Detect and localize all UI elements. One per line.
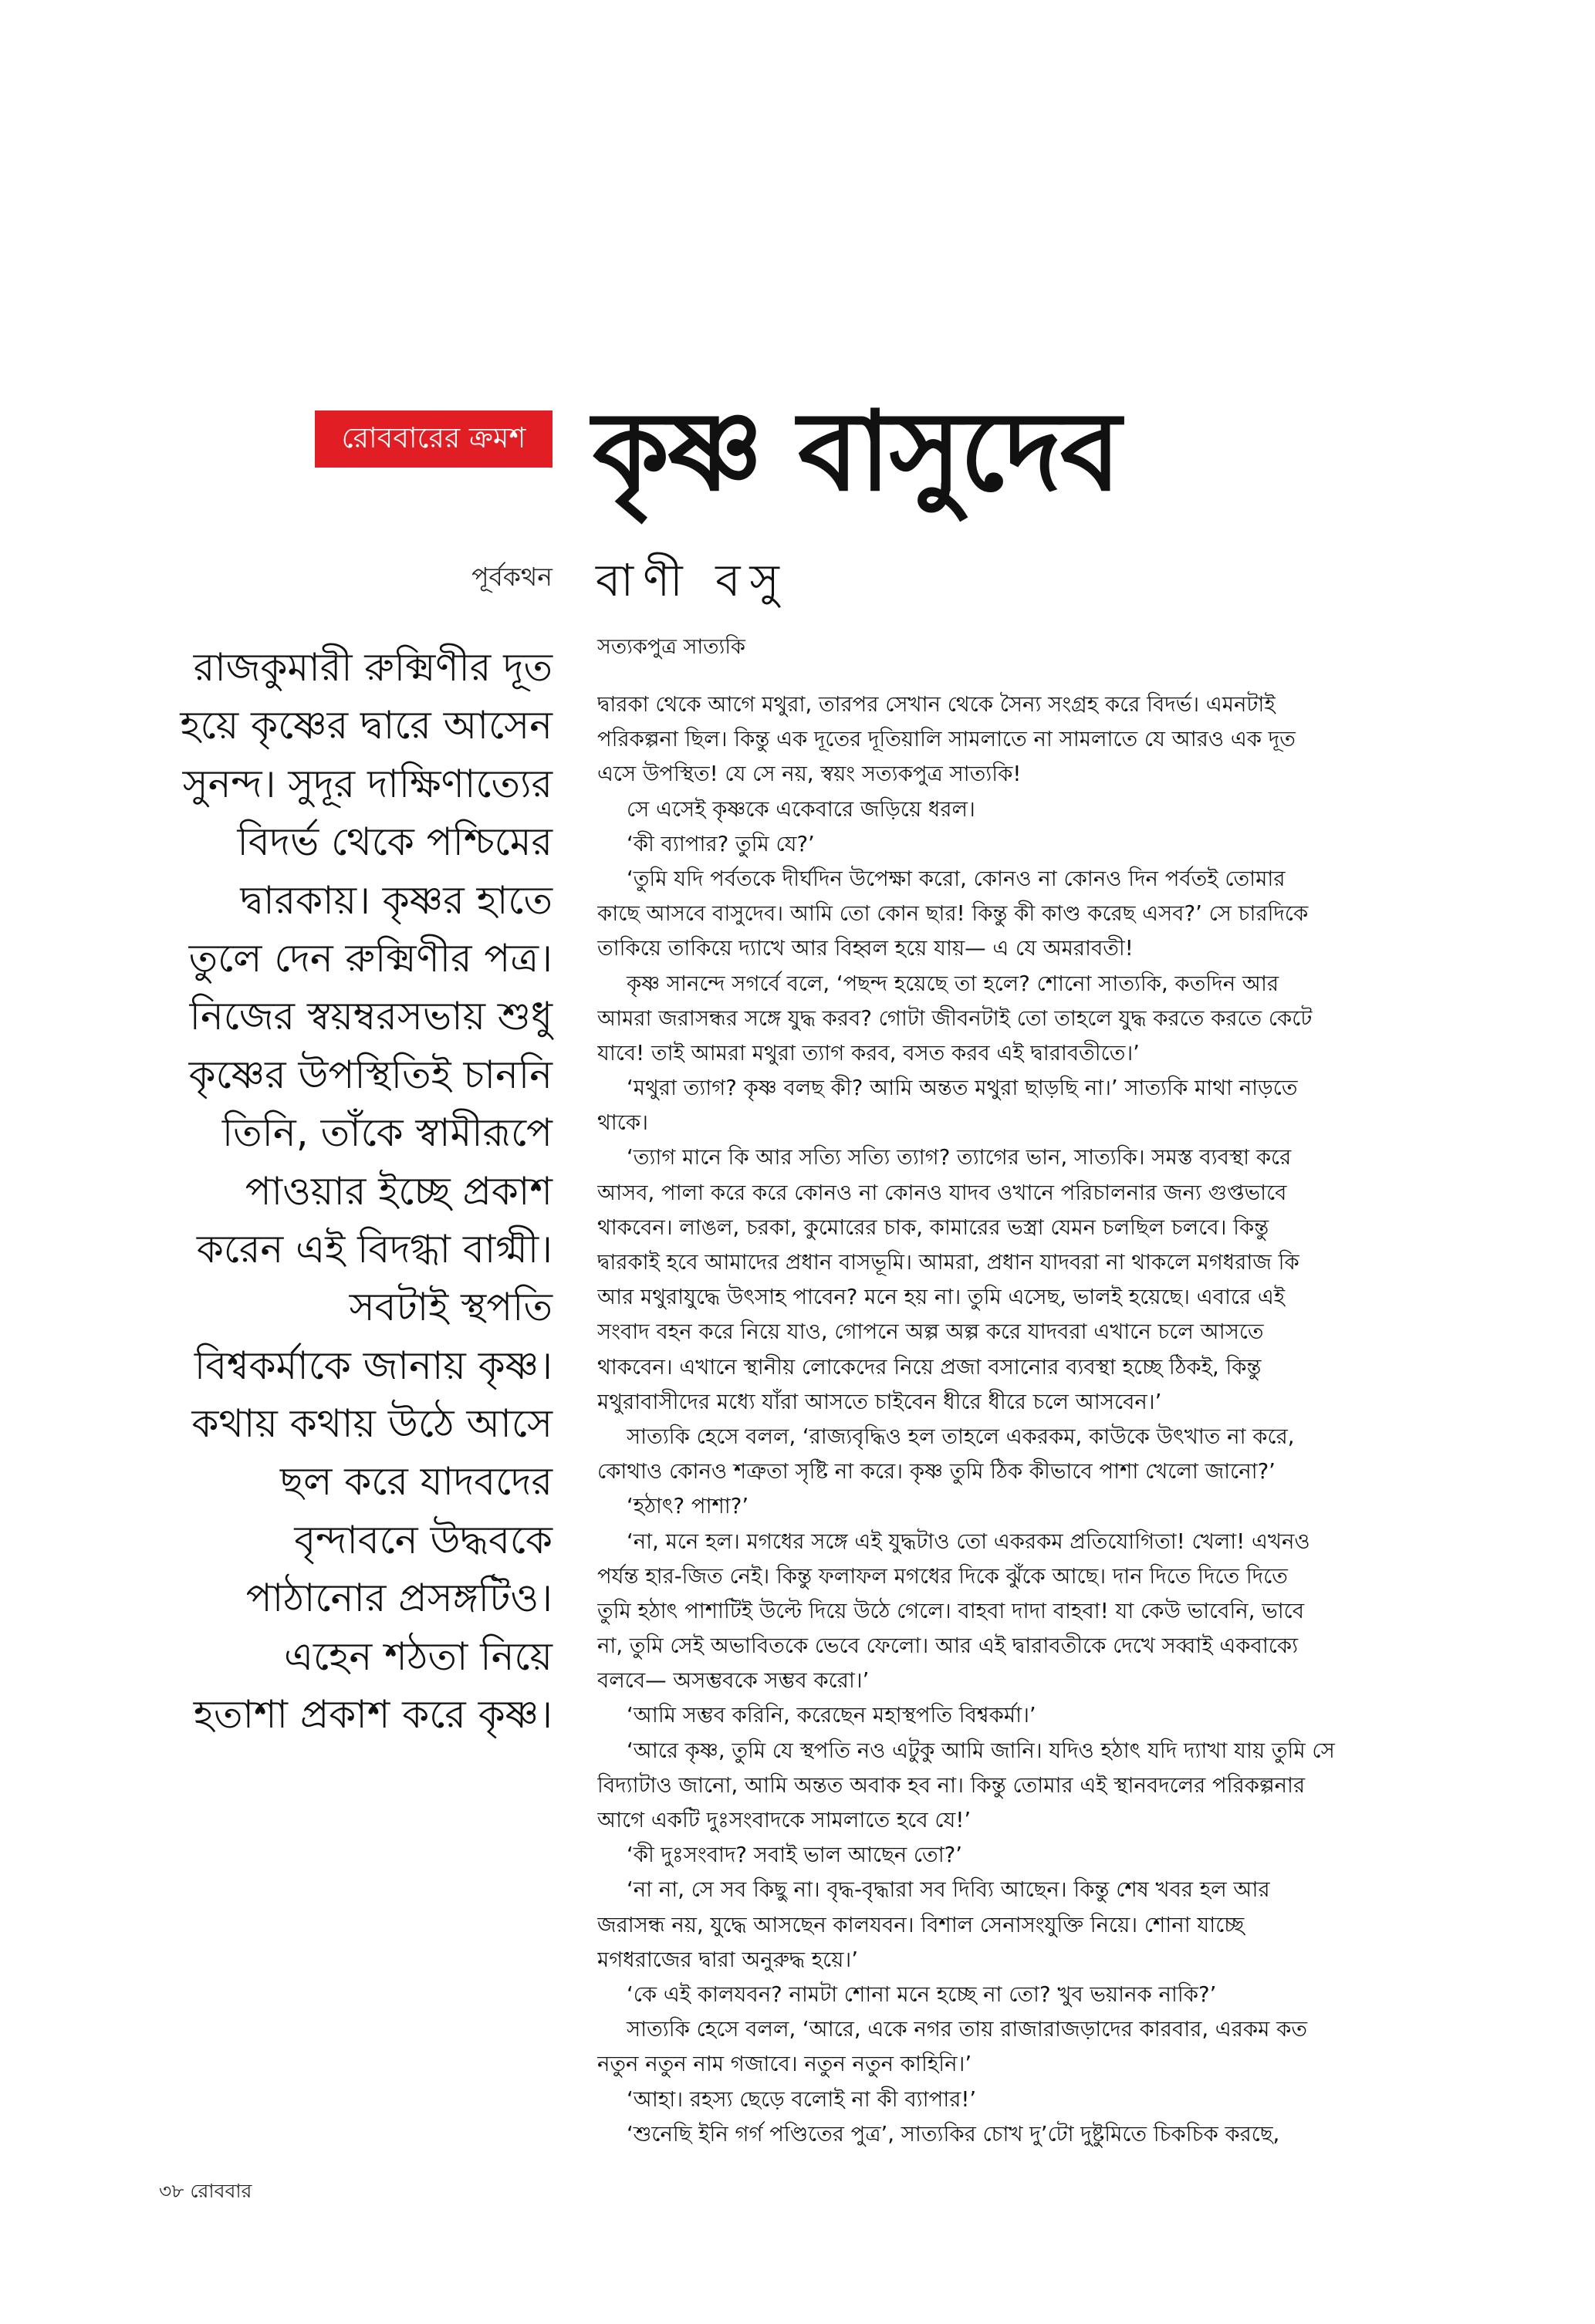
body-line: কোথাও কোনও শত্রুতা সৃষ্টি না করে। কৃষ্ণ তুমি ঠিক কীভাবে পাশা খেলো জানো?’ xyxy=(597,1459,1276,1485)
body-line: বলবে— অসম্ভবকে সম্ভব করো।’ xyxy=(597,1668,870,1694)
body-line: আসব, পালা করে করে কোনও না কোনও যাদব ওখানে পরিচালনার জন্য গুপ্তভাবে xyxy=(597,1180,1287,1205)
body-line: আমরা জরাসন্ধর সঙ্গে যুদ্ধ করব? গোটা জীবনটাই তো তাহলে যুদ্ধ করতে করতে কেটে xyxy=(597,1005,1313,1031)
synopsis-label: পূর্বকথন xyxy=(471,562,553,592)
synopsis-line: বৃন্দাবনে উদ্ধবকে xyxy=(294,1517,553,1562)
body-line: না, তুমি সেই অভাবিতকে ভেবে ফেলো। আর এই দ্বারাবতীকে দেখে সব্বাই একবাক্যে xyxy=(597,1633,1299,1659)
body-line: যাবে! তাই আমরা মথুরা ত্যাগ করব, বসত করব এই দ্বারাবতীতে।’ xyxy=(597,1040,1140,1066)
body-line: কৃষ্ণ সানন্দে সগর্বে বলে, ‘পছন্দ হয়েছে তা হলে? শোনো সাত্যকি, কতদিন আর xyxy=(627,971,1279,996)
body-line: নতুন নতুন নাম গজাবে। নতুন নতুন কাহিনি।’ xyxy=(597,2052,972,2077)
synopsis-line: রাজকুমারী রুক্মিণীর দূত xyxy=(193,645,553,690)
body-line: পরিকল্পনা ছিল। কিন্তু এক দূতের দূতিয়ালি সামলাতে না সামলাতে যে আরও এক দূত xyxy=(597,727,1296,752)
synopsis-line: তুলে দেন রুক্মিণীর পত্র। xyxy=(188,935,553,981)
synopsis-line: করেন এই বিদগ্ধা বাগ্মী। xyxy=(196,1226,553,1272)
synopsis-line: তিনি, তাঁকে স্বামীরূপে xyxy=(221,1110,553,1156)
synopsis-line: বিশ্বকর্মাকে জানায় কৃষ্ণ। xyxy=(194,1343,553,1388)
body-line: থাকবেন। এখানে স্থানীয় লোকেদের নিয়ে প্রজা বসানোর ব্যবস্থা হচ্ছে ঠিকই, কিন্তু xyxy=(597,1354,1262,1380)
body-line: সাত্যকি হেসে বলল, ‘রাজ্যবৃদ্ধিও হল তাহলে একরকম, কাউকে উৎখাত না করে, xyxy=(627,1424,1295,1449)
synopsis-line: হতাশা প্রকাশ করে কৃষ্ণ। xyxy=(193,1692,553,1738)
author-name: বাণী বসু xyxy=(596,554,789,606)
body-line: ‘না না, সে সব কিছু না। বৃদ্ধ-বৃদ্ধারা সব দিব্যি আছেন। কিন্তু শেষ খবর হল আর xyxy=(627,1877,1270,1903)
body-line: ‘না, মনে হল। মগধের সঙ্গে এই যুদ্ধটাও তো একরকম প্রতিযোগিতা! খেলা! এখনও xyxy=(627,1529,1310,1554)
synopsis-line: পাঠানোর প্রসঙ্গটিও। xyxy=(245,1576,553,1621)
synopsis-line: পাওয়ার ইচ্ছে প্রকাশ xyxy=(245,1168,553,1214)
series-tag: রোববারের ক্রমশ xyxy=(315,410,553,468)
synopsis-line: এহেন শঠতা নিয়ে xyxy=(283,1633,553,1679)
body-line: ‘আরে কৃষ্ণ, তুমি যে স্থপতি নও এটুকু আমি জানি। যদিও হঠাৎ যদি দ্যাখা যায় তুমি সে xyxy=(627,1738,1335,1763)
body-line: ‘তুমি যদি পর্বতকে দীর্ঘদিন উপেক্ষা করো, কোনও না কোনও দিন পর্বতই তোমার xyxy=(627,866,1286,891)
body-line: আগে একটি দুঃসংবাদকে সামলাতে হবে যে!’ xyxy=(597,1808,972,1833)
body-line: পর্যন্ত হার-জিত নেই। কিন্তু ফলাফল মগধের দিকে ঝুঁকে আছে। দান দিতে দিতে দিতে xyxy=(597,1563,1288,1589)
synopsis-line: হয়ে কৃষ্ণের দ্বারে আসেন xyxy=(180,703,553,748)
body-line: ‘হঠাৎ? পাশা?’ xyxy=(627,1494,749,1519)
body-line: বিদ্যাটাও জানো, আমি অন্তত অবাক হব না। কিন্তু তোমার এই স্থানবদলের পরিকল্পনার xyxy=(597,1772,1306,1798)
body-line: ‘কী ব্যাপার? তুমি যে?’ xyxy=(627,831,815,856)
synopsis-line: দ্বারকায়। কৃষ্ণর হাতে xyxy=(240,877,553,923)
body-line: তাকিয়ে তাকিয়ে দ্যাখে আর বিহ্বল হয়ে যায়— এ যে অমরাবতী! xyxy=(597,936,1134,961)
body-line: ‘আহা। রহস্য ছেড়ে বলোই না কী ব্যাপার!’ xyxy=(627,2086,977,2112)
synopsis xyxy=(116,639,553,1742)
body-line: জরাসন্ধ নয়, যুদ্ধে আসছেন কালযবন। বিশাল সেনাসংযুক্তি নিয়ে। শোনা যাচ্ছে xyxy=(597,1912,1245,1937)
synopsis-line: বিদর্ভ থেকে পশ্চিমের xyxy=(237,819,553,865)
synopsis-line: নিজের স্বয়ম্বরসভায় শুধু xyxy=(189,994,553,1039)
story-title: কৃষ্ণ বাসুদেব xyxy=(593,388,1120,515)
body-line: দ্বারকাই হবে আমাদের প্রধান বাসভূমি। আমরা, প্রধান যাদবরা না থাকলে মগধরাজ কি xyxy=(597,1250,1299,1275)
synopsis-line: ছল করে যাদবদের xyxy=(279,1459,553,1505)
body-line: এসে উপস্থিত! যে সে নয়, স্বয়ং সত্যকপুত্র সাত্যকি! xyxy=(597,762,1022,787)
body-line: কাছে আসবে বাসুদেব। আমি তো কোন ছার! কিন্তু কী কাণ্ড করেছ এসব?’ সে চারদিকে xyxy=(597,901,1309,927)
section-subhead: সত্যকপুত্র সাত্যকি xyxy=(597,635,745,659)
body-line: ‘আমি সম্ভব করিনি, করেছেন মহাস্থপতি বিশ্বকর্মা।’ xyxy=(627,1703,1036,1728)
synopsis-line: কথায় কথায় উঠে আসে xyxy=(191,1401,553,1447)
body-line: ‘কে এই কালযবন? নামটা শোনা মনে হচ্ছে না তো? খুব ভয়ানক নাকি?’ xyxy=(627,1981,1217,2007)
page-folio: ৩৮ রোববার xyxy=(159,2180,252,2202)
body-line: ‘ত্যাগ মানে কি আর সত্যি সত্যি ত্যাগ? ত্যাগের ভান, সাত্যকি। সমস্ত ব্যবস্থা করে xyxy=(627,1145,1292,1170)
body-line: সে এসেই কৃষ্ণকে একেবারে জড়িয়ে ধরল। xyxy=(627,796,975,822)
body-line: ‘শুনেছি ইনি গর্গ পণ্ডিতের পুত্র’, সাত্যকির চোখ দু’টো দুষ্টুমিতে চিকচিক করছে, xyxy=(627,2121,1280,2147)
body-line: থাকে। xyxy=(597,1110,648,1136)
body-line: আর মথুরাযুদ্ধে উৎসাহ পাবেন? মনে হয় না। তুমি এসেছ, ভালই হয়েছে। এবারে এই xyxy=(597,1285,1286,1310)
body-line: সাত্যকি হেসে বলল, ‘আরে, একে নগর তায় রাজারাজড়াদের কারবার, এরকম কত xyxy=(627,2017,1307,2042)
synopsis-line: সুনন্দ। সুদূর দাক্ষিণাত্যের xyxy=(182,761,553,806)
article-body xyxy=(597,687,1440,2169)
body-line: মগধরাজের দ্বারা অনুরুদ্ধ হয়ে।’ xyxy=(597,1947,859,1972)
body-line: ‘কী দুঃসংবাদ? সবাই ভাল আছেন তো?’ xyxy=(627,1843,963,1868)
body-line: ‘মথুরা ত্যাগ? কৃষ্ণ বলছ কী? আমি অন্তত মথুরা ছাড়ছি না।’ সাত্যকি মাথা নাড়তে xyxy=(627,1076,1298,1101)
body-line: থাকবেন। লাঙল, চরকা, কুমোরের চাক, কামারের ভস্ত্রা যেমন চলছিল চলবে। কিন্তু xyxy=(597,1214,1269,1240)
body-line: দ্বারকা থেকে আগে মথুরা, তারপর সেখান থেকে সৈন্য সংগ্রহ করে বিদর্ভ। এমনটাই xyxy=(597,692,1276,717)
synopsis-line: সবটাই স্থপতি xyxy=(349,1285,553,1330)
body-line: মথুরাবাসীদের মধ্যে যাঁরা আসতে চাইবেন ধীরে ধীরে চলে আসবেন।’ xyxy=(597,1389,1162,1414)
body-line: তুমি হঠাৎ পাশাটিই উল্টে দিয়ে উঠে গেলে। বাহবা দাদা বাহবা! যা কেউ ভাবেনি, ভাবে xyxy=(597,1598,1305,1623)
synopsis-line: কৃষ্ণের উপস্থিতিই চাননি xyxy=(188,1052,553,1097)
body-line: সংবাদ বহন করে নিয়ে যাও, গোপনে অল্প অল্প করে যাদবরা এখানে চলে আসতে xyxy=(597,1319,1264,1345)
